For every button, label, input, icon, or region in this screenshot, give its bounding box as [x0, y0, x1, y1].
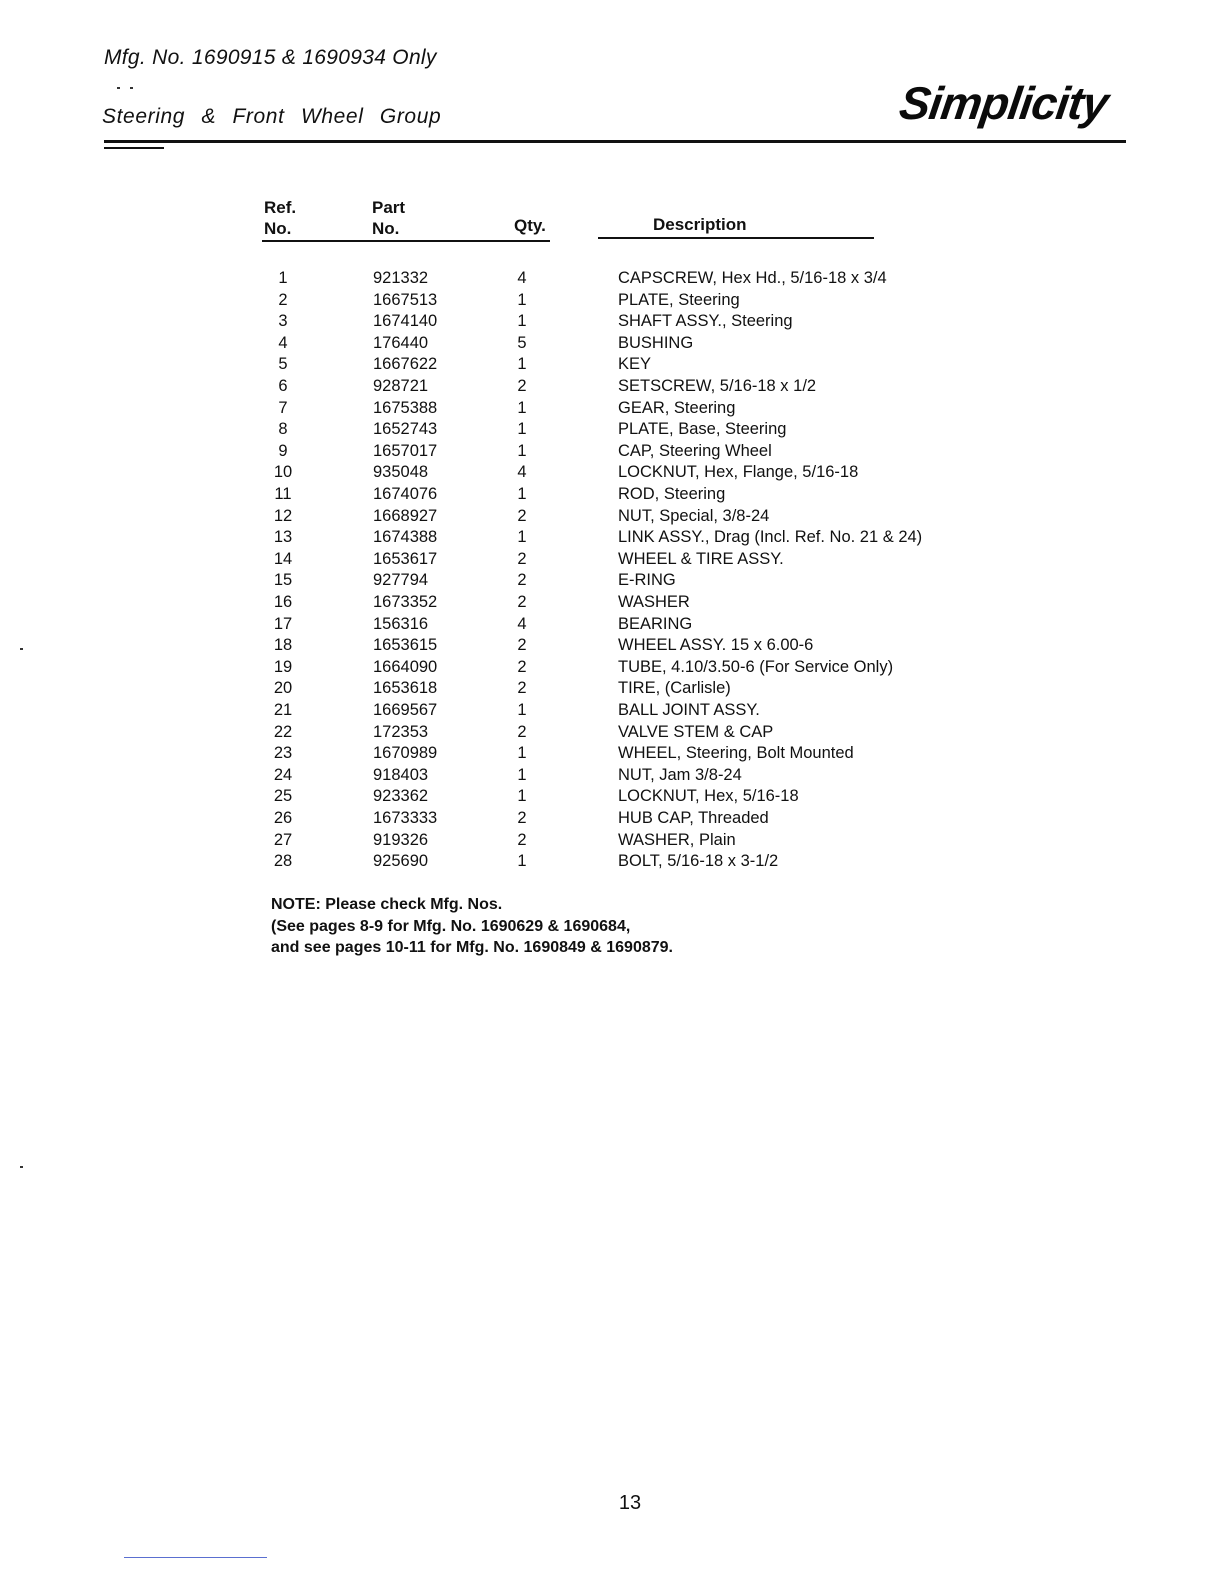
part-no: 927794: [373, 571, 429, 590]
ref-no: 4: [278, 333, 288, 352]
part-no: 1669567: [373, 701, 438, 719]
part-no: 925690: [373, 852, 429, 871]
description: SHAFT ASSY., Steering: [618, 312, 793, 331]
table-row: [0, 506, 1224, 527]
part-no: 923362: [373, 787, 429, 806]
qty: 5: [517, 333, 527, 352]
mfg-note: [271, 894, 673, 959]
ref-no: 9: [278, 441, 288, 460]
table-row: [0, 765, 1224, 786]
part-no: 1668927: [373, 506, 438, 525]
footer-line: [124, 1557, 267, 1558]
header-underline-right: [598, 237, 874, 239]
description: TUBE, 4.10/3.50-6 (For Service Only): [618, 657, 894, 676]
table-row: [0, 419, 1224, 440]
description: BUSHING: [618, 333, 694, 352]
brand-logo: Simplicity: [896, 77, 1111, 129]
qty: 1: [517, 787, 527, 806]
ref-no: 17: [273, 614, 293, 633]
ref-header-line2: No.: [264, 219, 292, 238]
ref-no: 27: [273, 830, 293, 849]
qty: 2: [517, 679, 527, 698]
ref-no: 5: [278, 355, 288, 374]
description: HUB CAP, Threaded: [618, 809, 769, 827]
qty: 2: [517, 506, 527, 525]
part-no: 156316: [373, 614, 429, 633]
note-line-3: and see pages 10-11 for Mfg. No. 1690849 & 1690879.: [271, 939, 673, 956]
part-no: 1674388: [373, 528, 438, 547]
qty: 2: [517, 571, 527, 590]
part-no: 1653615: [373, 636, 438, 655]
description: NUT, Jam 3/8-24: [618, 765, 742, 784]
qty: 2: [517, 377, 527, 395]
table-row: [0, 549, 1224, 570]
table-row: [0, 657, 1224, 678]
description: WASHER: [618, 593, 690, 611]
part-no: 921332: [373, 269, 429, 287]
description: LOCKNUT, Hex, Flange, 5/16-18: [618, 463, 859, 482]
ref-no: 20: [273, 679, 293, 698]
part-no: 172353: [373, 722, 429, 741]
header-rule: [104, 140, 1126, 143]
ref-no: 7: [278, 398, 288, 417]
qty-header: Qty.: [514, 216, 546, 235]
description: TIRE, (Carlisle): [618, 679, 731, 698]
part-no: 1670989: [373, 744, 438, 763]
table-row: [0, 441, 1224, 462]
table-row: [0, 614, 1224, 635]
qty: 1: [517, 312, 527, 331]
part-no: 1674140: [373, 312, 438, 331]
ref-no: 3: [278, 312, 288, 331]
qty: 4: [517, 614, 527, 633]
description: GEAR, Steering: [618, 398, 736, 417]
ref-no-header: [264, 197, 296, 239]
table-row: [0, 484, 1224, 505]
part-no: 1673333: [373, 809, 438, 827]
ref-no: 28: [273, 852, 293, 871]
qty: 4: [517, 463, 527, 482]
part-no: 918403: [373, 765, 429, 784]
description: ROD, Steering: [618, 485, 726, 503]
note-line-2: (See pages 8-9 for Mfg. No. 1690629 & 1690684,: [271, 917, 631, 935]
qty: 2: [517, 657, 527, 676]
scan-speck: [20, 1166, 23, 1168]
table-row: [0, 268, 1224, 289]
group-title: Steering & Front Wheel Group: [102, 105, 442, 128]
table-row: [0, 786, 1224, 807]
ref-no: 19: [273, 657, 293, 676]
part-no: 1652743: [373, 420, 438, 439]
table-row: [0, 722, 1224, 743]
qty: 1: [517, 852, 527, 871]
ref-no: 8: [278, 420, 288, 439]
table-row: [0, 354, 1224, 375]
qty: 1: [517, 528, 527, 547]
part-no: 1675388: [373, 398, 438, 417]
qty: 2: [517, 636, 527, 655]
description: CAPSCREW, Hex Hd., 5/16-18 x 3/4: [618, 269, 887, 287]
part-no: 1664090: [373, 657, 438, 676]
qty: 1: [517, 765, 527, 784]
part-no: 1667622: [373, 355, 438, 374]
qty: 1: [517, 290, 527, 309]
description: BOLT, 5/16-18 x 3-1/2: [618, 852, 779, 871]
table-row: [0, 376, 1224, 397]
header-rule-accent: [104, 147, 164, 149]
qty: 2: [517, 830, 527, 849]
table-row: [0, 592, 1224, 613]
description: WASHER, Plain: [618, 830, 736, 849]
table-row: [0, 678, 1224, 699]
description: E-RING: [618, 571, 676, 590]
qty: 2: [517, 549, 527, 568]
part-no: 1657017: [373, 441, 438, 460]
ref-no: 11: [274, 485, 292, 503]
ref-no: 12: [273, 506, 293, 525]
qty: 2: [517, 593, 527, 611]
qty: 1: [517, 701, 527, 719]
ref-no: 23: [273, 744, 293, 763]
part-no: 1673352: [373, 593, 438, 611]
part-header-line1: Part: [372, 198, 406, 217]
table-row: [0, 570, 1224, 591]
description: WHEEL & TIRE ASSY.: [618, 549, 784, 568]
ref-no: 1: [278, 269, 288, 287]
part-no: 1653617: [373, 549, 438, 568]
table-row: [0, 851, 1224, 872]
description: PLATE, Steering: [618, 290, 740, 309]
ref-no: 15: [273, 571, 293, 590]
description-header: Description: [653, 215, 747, 234]
mfg-number-line: Mfg. No. 1690915 & 1690934 Only: [104, 46, 437, 69]
description: KEY: [618, 355, 652, 374]
qty: 1: [517, 398, 527, 417]
ref-no: 10: [273, 463, 293, 482]
ref-no: 26: [273, 809, 293, 827]
scan-speck: [130, 87, 133, 89]
ref-no: 2: [278, 290, 288, 309]
ref-no: 6: [278, 377, 288, 395]
ref-no: 25: [273, 787, 293, 806]
ref-no: 24: [273, 765, 293, 784]
description: BEARING: [618, 614, 693, 633]
ref-no: 21: [273, 701, 293, 719]
part-no: 919326: [373, 830, 429, 849]
scan-speck: [117, 87, 120, 89]
part-no: 935048: [373, 463, 429, 482]
part-no: 176440: [373, 333, 429, 352]
ref-header-line1: Ref.: [264, 198, 297, 217]
qty: 2: [517, 722, 527, 741]
qty: 1: [517, 485, 527, 503]
description: NUT, Special, 3/8-24: [618, 506, 770, 525]
part-no: 1653618: [373, 679, 438, 698]
part-header-line2: No.: [372, 219, 400, 238]
qty: 1: [517, 744, 527, 763]
part-no: 928721: [373, 377, 429, 395]
table-row: [0, 808, 1224, 829]
description: VALVE STEM & CAP: [618, 722, 774, 741]
ref-no: 13: [273, 528, 293, 547]
table-row: [0, 333, 1224, 354]
part-no: 1674076: [373, 485, 438, 503]
qty: 2: [517, 809, 527, 827]
description: PLATE, Base, Steering: [618, 420, 787, 439]
qty: 1: [517, 420, 527, 439]
description: WHEEL ASSY. 15 x 6.00-6: [618, 636, 814, 655]
header-underline-left: [262, 240, 550, 242]
part-no-header: [372, 197, 405, 239]
qty: 1: [517, 355, 527, 374]
page-number: 13: [618, 1492, 642, 1514]
ref-no: 18: [273, 636, 293, 655]
description: SETSCREW, 5/16-18 x 1/2: [618, 377, 817, 395]
table-row: [0, 398, 1224, 419]
description: CAP, Steering Wheel: [618, 441, 772, 460]
table-row: [0, 830, 1224, 851]
description: WHEEL, Steering, Bolt Mounted: [618, 744, 854, 763]
description: LINK ASSY., Drag (Incl. Ref. No. 21 & 24): [618, 528, 923, 547]
ref-no: 14: [273, 549, 293, 568]
part-no: 1667513: [373, 290, 438, 309]
table-row: [0, 311, 1224, 332]
ref-no: 22: [273, 722, 293, 741]
table-row: [0, 462, 1224, 483]
table-row: [0, 290, 1224, 311]
table-row: [0, 743, 1224, 764]
ref-no: 16: [273, 593, 293, 611]
note-line-1: NOTE: Please check Mfg. Nos.: [271, 896, 503, 913]
table-row: [0, 527, 1224, 548]
qty: 4: [517, 269, 527, 287]
table-row: [0, 700, 1224, 721]
description: LOCKNUT, Hex, 5/16-18: [618, 787, 799, 806]
description: BALL JOINT ASSY.: [618, 701, 760, 719]
table-row: [0, 635, 1224, 656]
qty: 1: [517, 441, 527, 460]
